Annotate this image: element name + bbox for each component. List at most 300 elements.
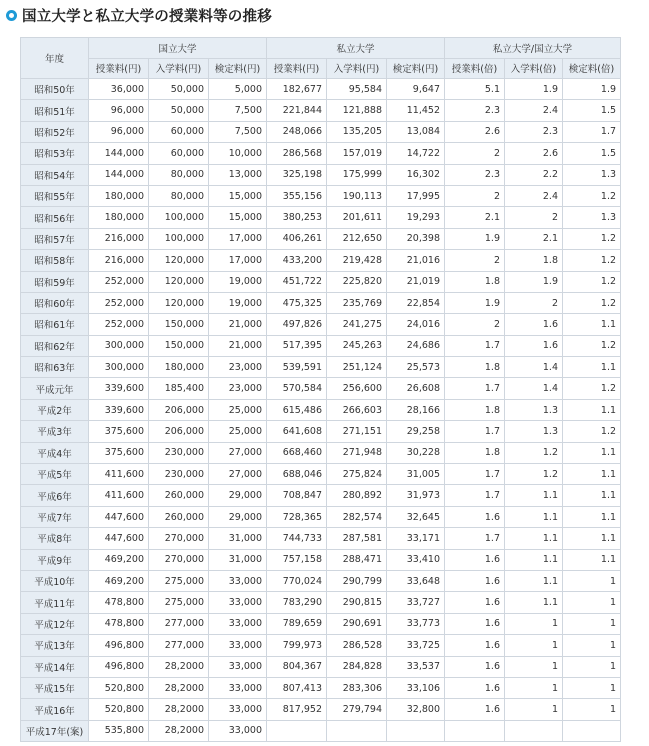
year-cell: 昭和61年	[21, 314, 89, 335]
value-cell: 375,600	[89, 442, 149, 463]
value-cell: 2.4	[505, 185, 563, 206]
year-cell: 昭和56年	[21, 207, 89, 228]
value-cell: 1.2	[563, 335, 621, 356]
value-cell: 216,000	[89, 228, 149, 249]
value-cell: 17,000	[209, 228, 267, 249]
value-cell: 2.1	[445, 207, 505, 228]
column-header: 授業料(円)	[89, 58, 149, 79]
value-cell: 1.1	[563, 549, 621, 570]
value-cell	[327, 720, 387, 741]
value-cell: 283,306	[327, 677, 387, 698]
value-cell: 1.6	[445, 656, 505, 677]
value-cell: 252,000	[89, 292, 149, 313]
table-row	[21, 164, 621, 185]
year-cell: 平成2年	[21, 399, 89, 420]
value-cell: 221,844	[267, 100, 327, 121]
value-cell: 1.4	[505, 378, 563, 399]
value-cell: 245,263	[327, 335, 387, 356]
page-title: 国立大学と私立大学の授業料等の推移	[22, 8, 272, 25]
value-cell: 206,000	[149, 421, 209, 442]
value-cell: 36,000	[89, 79, 149, 100]
value-cell: 96,000	[89, 100, 149, 121]
value-cell: 804,367	[267, 656, 327, 677]
value-cell: 1.2	[563, 378, 621, 399]
value-cell: 744,733	[267, 528, 327, 549]
value-cell: 1.1	[563, 357, 621, 378]
value-cell: 1.8	[445, 357, 505, 378]
value-cell: 1.2	[563, 421, 621, 442]
value-cell: 10,000	[209, 143, 267, 164]
value-cell: 447,600	[89, 528, 149, 549]
table-row	[21, 121, 621, 142]
value-cell: 50,000	[149, 100, 209, 121]
value-cell: 1.1	[563, 464, 621, 485]
tuition-table	[20, 37, 621, 742]
value-cell: 212,650	[327, 228, 387, 249]
value-cell: 290,815	[327, 592, 387, 613]
year-cell: 昭和59年	[21, 271, 89, 292]
year-cell: 昭和53年	[21, 143, 89, 164]
value-cell: 2.3	[445, 100, 505, 121]
value-cell: 1.5	[563, 143, 621, 164]
value-cell: 1.4	[505, 357, 563, 378]
table-row	[21, 592, 621, 613]
value-cell: 33,410	[387, 549, 445, 570]
year-cell: 平成8年	[21, 528, 89, 549]
value-cell: 1.9	[445, 292, 505, 313]
value-cell: 1.6	[445, 635, 505, 656]
table-row	[21, 677, 621, 698]
value-cell: 260,000	[149, 506, 209, 527]
value-cell: 1	[563, 635, 621, 656]
value-cell: 24,016	[387, 314, 445, 335]
value-cell: 32,800	[387, 699, 445, 720]
value-cell: 29,000	[209, 485, 267, 506]
value-cell: 1.2	[563, 185, 621, 206]
value-cell: 29,258	[387, 421, 445, 442]
value-cell: 31,005	[387, 464, 445, 485]
value-cell: 24,686	[387, 335, 445, 356]
value-cell: 517,395	[267, 335, 327, 356]
value-cell: 1.8	[445, 271, 505, 292]
value-cell: 1.1	[563, 442, 621, 463]
value-cell: 9,647	[387, 79, 445, 100]
value-cell: 13,084	[387, 121, 445, 142]
value-cell: 190,113	[327, 185, 387, 206]
value-cell: 271,948	[327, 442, 387, 463]
value-cell: 31,000	[209, 528, 267, 549]
year-cell: 平成4年	[21, 442, 89, 463]
value-cell: 339,600	[89, 399, 149, 420]
value-cell: 1	[563, 592, 621, 613]
value-cell: 135,205	[327, 121, 387, 142]
year-cell: 昭和52年	[21, 121, 89, 142]
year-cell: 平成元年	[21, 378, 89, 399]
value-cell: 225,820	[327, 271, 387, 292]
value-cell: 2.3	[445, 164, 505, 185]
value-cell: 282,574	[327, 506, 387, 527]
value-cell: 570,584	[267, 378, 327, 399]
value-cell: 248,066	[267, 121, 327, 142]
value-cell: 1.2	[563, 271, 621, 292]
value-cell: 17,995	[387, 185, 445, 206]
value-cell: 271,151	[327, 421, 387, 442]
value-cell: 100,000	[149, 228, 209, 249]
value-cell: 21,000	[209, 314, 267, 335]
value-cell: 355,156	[267, 185, 327, 206]
value-cell: 29,000	[209, 506, 267, 527]
value-cell: 219,428	[327, 250, 387, 271]
value-cell: 144,000	[89, 143, 149, 164]
value-cell: 33,000	[209, 720, 267, 741]
value-cell: 1	[505, 677, 563, 698]
year-cell: 平成11年	[21, 592, 89, 613]
value-cell: 1	[563, 570, 621, 591]
value-cell: 535,800	[89, 720, 149, 741]
value-cell: 252,000	[89, 271, 149, 292]
value-cell: 11,452	[387, 100, 445, 121]
value-cell: 290,691	[327, 613, 387, 634]
value-cell: 13,000	[209, 164, 267, 185]
table-row	[21, 207, 621, 228]
value-cell: 1.2	[563, 228, 621, 249]
year-cell: 平成10年	[21, 570, 89, 591]
value-cell: 1.1	[505, 485, 563, 506]
value-cell: 33,725	[387, 635, 445, 656]
value-cell: 252,000	[89, 314, 149, 335]
value-cell: 1.9	[445, 228, 505, 249]
value-cell: 1.1	[505, 570, 563, 591]
value-cell: 26,608	[387, 378, 445, 399]
value-cell: 286,568	[267, 143, 327, 164]
value-cell: 180,000	[149, 357, 209, 378]
table-row	[21, 335, 621, 356]
table-row	[21, 442, 621, 463]
value-cell: 277,000	[149, 635, 209, 656]
value-cell: 33,727	[387, 592, 445, 613]
year-cell: 昭和63年	[21, 357, 89, 378]
value-cell: 27,000	[209, 464, 267, 485]
value-cell: 1.6	[445, 677, 505, 698]
value-cell: 25,000	[209, 399, 267, 420]
table-row	[21, 464, 621, 485]
value-cell	[445, 720, 505, 741]
value-cell: 1.7	[563, 121, 621, 142]
value-cell: 497,826	[267, 314, 327, 335]
value-cell	[563, 720, 621, 741]
value-cell: 1.6	[505, 314, 563, 335]
value-cell: 33,000	[209, 592, 267, 613]
value-cell: 95,584	[327, 79, 387, 100]
value-cell: 411,600	[89, 464, 149, 485]
value-cell: 1.1	[563, 399, 621, 420]
year-cell: 平成6年	[21, 485, 89, 506]
value-cell: 469,200	[89, 570, 149, 591]
value-cell: 496,800	[89, 656, 149, 677]
value-cell: 216,000	[89, 250, 149, 271]
value-cell: 275,824	[327, 464, 387, 485]
value-cell: 2.6	[505, 143, 563, 164]
value-cell: 279,794	[327, 699, 387, 720]
value-cell: 96,000	[89, 121, 149, 142]
value-cell: 33,171	[387, 528, 445, 549]
value-cell: 1.9	[505, 79, 563, 100]
table-row	[21, 485, 621, 506]
value-cell: 25,573	[387, 357, 445, 378]
value-cell: 1.3	[505, 421, 563, 442]
value-cell: 256,600	[327, 378, 387, 399]
value-cell: 28,2000	[149, 656, 209, 677]
value-cell: 14,722	[387, 143, 445, 164]
value-cell: 33,000	[209, 570, 267, 591]
table-row	[21, 656, 621, 677]
value-cell: 33,000	[209, 635, 267, 656]
year-cell: 昭和60年	[21, 292, 89, 313]
year-cell: 昭和50年	[21, 79, 89, 100]
value-cell: 28,2000	[149, 677, 209, 698]
value-cell: 31,000	[209, 549, 267, 570]
value-cell: 150,000	[149, 314, 209, 335]
value-cell: 1	[563, 656, 621, 677]
value-cell: 539,591	[267, 357, 327, 378]
value-cell: 33,648	[387, 570, 445, 591]
value-cell: 688,046	[267, 464, 327, 485]
value-cell: 1.7	[445, 335, 505, 356]
value-cell: 728,365	[267, 506, 327, 527]
value-cell	[387, 720, 445, 741]
value-cell: 615,486	[267, 399, 327, 420]
value-cell: 1	[505, 613, 563, 634]
value-cell: 5,000	[209, 79, 267, 100]
table-row	[21, 635, 621, 656]
value-cell: 1	[563, 677, 621, 698]
value-cell: 1.1	[505, 528, 563, 549]
value-cell: 1.1	[563, 506, 621, 527]
table-row	[21, 143, 621, 164]
value-cell: 1.8	[445, 442, 505, 463]
value-cell: 120,000	[149, 292, 209, 313]
value-cell: 241,275	[327, 314, 387, 335]
value-cell: 2	[505, 292, 563, 313]
table-row	[21, 100, 621, 121]
value-cell: 120,000	[149, 250, 209, 271]
table-row	[21, 421, 621, 442]
year-cell: 平成5年	[21, 464, 89, 485]
value-cell: 1.2	[563, 250, 621, 271]
value-cell: 28,2000	[149, 699, 209, 720]
value-cell: 1.7	[445, 378, 505, 399]
value-cell: 286,528	[327, 635, 387, 656]
value-cell: 1.6	[445, 699, 505, 720]
value-cell: 290,799	[327, 570, 387, 591]
value-cell: 1.9	[563, 79, 621, 100]
value-cell: 185,400	[149, 378, 209, 399]
year-cell: 平成7年	[21, 506, 89, 527]
value-cell: 230,000	[149, 464, 209, 485]
value-cell: 21,000	[209, 335, 267, 356]
value-cell: 1.9	[505, 271, 563, 292]
column-header: 入学料(倍)	[505, 58, 563, 79]
value-cell: 451,722	[267, 271, 327, 292]
value-cell: 144,000	[89, 164, 149, 185]
value-cell: 1.6	[505, 335, 563, 356]
value-cell: 1.1	[563, 528, 621, 549]
table-row	[21, 228, 621, 249]
column-header: 入学料(円)	[149, 58, 209, 79]
value-cell: 1.2	[563, 292, 621, 313]
value-cell: 1	[505, 635, 563, 656]
value-cell: 325,198	[267, 164, 327, 185]
value-cell: 2	[445, 143, 505, 164]
value-cell: 1.1	[563, 314, 621, 335]
value-cell: 157,019	[327, 143, 387, 164]
value-cell: 406,261	[267, 228, 327, 249]
column-header: 授業料(円)	[267, 58, 327, 79]
table-row	[21, 570, 621, 591]
column-header: 入学料(円)	[327, 58, 387, 79]
value-cell: 182,677	[267, 79, 327, 100]
value-cell: 1.8	[445, 399, 505, 420]
value-cell: 1.6	[445, 570, 505, 591]
value-cell: 251,124	[327, 357, 387, 378]
year-header: 年度	[21, 38, 89, 79]
year-cell: 平成16年	[21, 699, 89, 720]
value-cell: 2.4	[505, 100, 563, 121]
header-row-groups	[21, 38, 621, 59]
value-cell: 433,200	[267, 250, 327, 271]
value-cell: 1	[505, 699, 563, 720]
value-cell: 19,293	[387, 207, 445, 228]
column-header: 検定料(円)	[387, 58, 445, 79]
value-cell: 2	[505, 207, 563, 228]
value-cell: 789,659	[267, 613, 327, 634]
value-cell: 1.7	[445, 528, 505, 549]
value-cell: 23,000	[209, 378, 267, 399]
table-row	[21, 506, 621, 527]
year-cell: 昭和51年	[21, 100, 89, 121]
year-cell: 平成17年(案)	[21, 720, 89, 741]
year-cell: 平成12年	[21, 613, 89, 634]
value-cell: 1.7	[445, 464, 505, 485]
value-cell: 7,500	[209, 100, 267, 121]
year-cell: 昭和57年	[21, 228, 89, 249]
value-cell: 33,106	[387, 677, 445, 698]
value-cell: 1.7	[445, 421, 505, 442]
table-row	[21, 378, 621, 399]
value-cell: 1	[505, 656, 563, 677]
value-cell: 15,000	[209, 207, 267, 228]
table-row	[21, 357, 621, 378]
value-cell: 1.3	[505, 399, 563, 420]
value-cell: 80,000	[149, 185, 209, 206]
value-cell: 33,537	[387, 656, 445, 677]
value-cell: 1	[563, 699, 621, 720]
value-cell: 287,581	[327, 528, 387, 549]
value-cell: 1.3	[563, 207, 621, 228]
table-row	[21, 549, 621, 570]
value-cell: 175,999	[327, 164, 387, 185]
value-cell: 33,000	[209, 677, 267, 698]
value-cell: 33,000	[209, 699, 267, 720]
value-cell: 807,413	[267, 677, 327, 698]
value-cell: 1.6	[445, 613, 505, 634]
value-cell: 31,973	[387, 485, 445, 506]
bullet-circle-icon	[6, 10, 17, 21]
table-row	[21, 250, 621, 271]
value-cell: 1.6	[445, 592, 505, 613]
value-cell: 23,000	[209, 357, 267, 378]
value-cell: 799,973	[267, 635, 327, 656]
value-cell: 1.3	[563, 164, 621, 185]
value-cell: 17,000	[209, 250, 267, 271]
value-cell: 1.5	[563, 100, 621, 121]
value-cell: 266,603	[327, 399, 387, 420]
value-cell: 380,253	[267, 207, 327, 228]
value-cell: 520,800	[89, 677, 149, 698]
value-cell: 2	[445, 314, 505, 335]
value-cell: 5.1	[445, 79, 505, 100]
value-cell: 708,847	[267, 485, 327, 506]
value-cell: 27,000	[209, 442, 267, 463]
value-cell: 520,800	[89, 699, 149, 720]
value-cell: 121,888	[327, 100, 387, 121]
value-cell: 180,000	[89, 207, 149, 228]
value-cell: 668,460	[267, 442, 327, 463]
value-cell: 19,000	[209, 292, 267, 313]
year-cell: 平成9年	[21, 549, 89, 570]
value-cell: 478,800	[89, 592, 149, 613]
group-header-private: 私立大学	[267, 38, 445, 59]
value-cell: 411,600	[89, 485, 149, 506]
value-cell: 28,2000	[149, 720, 209, 741]
value-cell: 60,000	[149, 143, 209, 164]
value-cell: 230,000	[149, 442, 209, 463]
value-cell: 1.8	[505, 250, 563, 271]
group-header-national: 国立大学	[89, 38, 267, 59]
header-row-sub	[21, 58, 621, 79]
value-cell: 284,828	[327, 656, 387, 677]
value-cell: 1.1	[505, 549, 563, 570]
value-cell: 475,325	[267, 292, 327, 313]
value-cell: 150,000	[149, 335, 209, 356]
year-cell: 昭和55年	[21, 185, 89, 206]
table-row	[21, 399, 621, 420]
year-cell: 平成13年	[21, 635, 89, 656]
value-cell: 1.2	[505, 464, 563, 485]
table-row	[21, 528, 621, 549]
value-cell: 2	[445, 185, 505, 206]
year-cell: 昭和62年	[21, 335, 89, 356]
value-cell: 375,600	[89, 421, 149, 442]
value-cell: 1.6	[445, 506, 505, 527]
value-cell: 28,166	[387, 399, 445, 420]
table-row	[21, 271, 621, 292]
value-cell: 235,769	[327, 292, 387, 313]
table-row	[21, 613, 621, 634]
value-cell	[505, 720, 563, 741]
page-title-bar	[6, 4, 272, 26]
value-cell: 277,000	[149, 613, 209, 634]
value-cell: 16,302	[387, 164, 445, 185]
value-cell: 817,952	[267, 699, 327, 720]
value-cell: 447,600	[89, 506, 149, 527]
value-cell: 32,645	[387, 506, 445, 527]
value-cell: 22,854	[387, 292, 445, 313]
value-cell: 33,000	[209, 613, 267, 634]
value-cell: 496,800	[89, 635, 149, 656]
group-header-ratio: 私立大学/国立大学	[445, 38, 621, 59]
table-row	[21, 292, 621, 313]
